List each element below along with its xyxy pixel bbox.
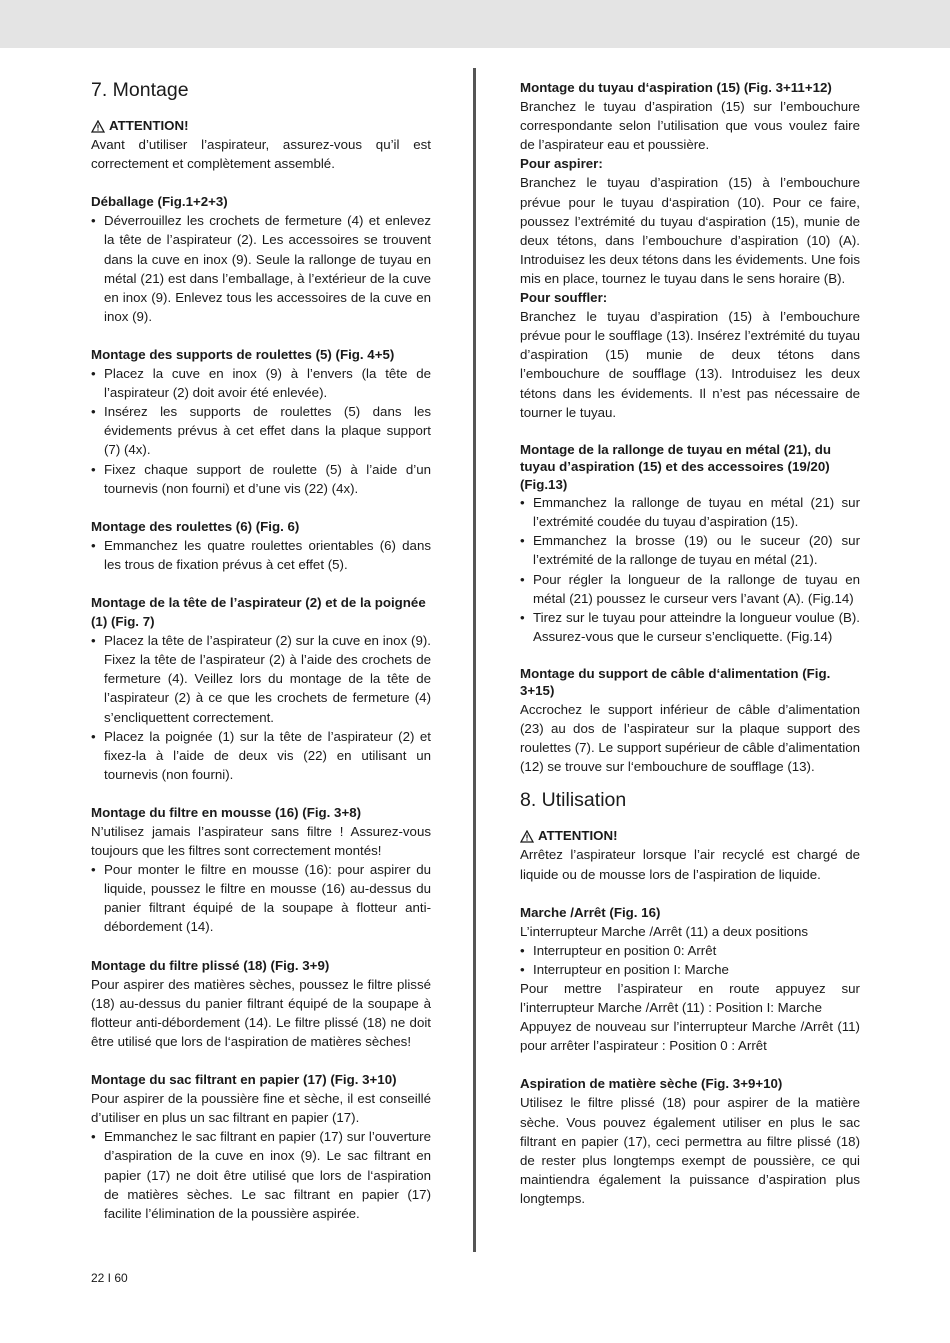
- section-title-montage: 7. Montage: [91, 79, 189, 101]
- list-item: • Insérez les supports de roulettes (5) dans les évidements prévus à cet effet dans la plaque support (7) (4x).: [91, 402, 431, 459]
- tuyau-text: Branchez le tuyau d’aspiration (15) sur l’embouchure correspondante selon l’utilisation que vous voulez faire de l’aspirateur eau et poussière.: [520, 99, 860, 153]
- tete-list: [91, 631, 431, 784]
- aspirer-label: Pour aspirer:: [520, 156, 603, 172]
- aspirer-text: Branchez le tuyau d’aspiration (15) à l’embouchure prévue pour le tuyau d‘aspiration (10). Pour ce faire, poussez l’extrémité du tuyau d‘aspiration (15), munie de deux tétons, dans l’embouchure d’aspiration (10) (A). Introduisez les deux tétons dans les évidements. Une fois mis en place, tournez le tuyau dans le sens horaire (B).: [520, 175, 860, 286]
- sac-filtrant-title: Montage du sac filtrant en papier (17) (Fig. 3+10): [91, 1072, 397, 1088]
- marche-text-1: Pour mettre l’aspirateur en route appuyez sur l’interrupteur Marche /Arrêt (11) : Position I: Marche: [520, 980, 860, 1016]
- marche-list: [520, 941, 860, 979]
- attention-text-2: Arrêtez l’aspirateur lorsque l’air recyclé est chargé de liquide ou de mousse lors de l’aspiration de liquide.: [520, 847, 860, 882]
- page-number: 22 I 60: [91, 1271, 128, 1285]
- cable-text: Accrochez le support inférieur de câble d’alimentation (23) au dos de l’aspirateur sur la plaque support des roulettes (7). Le support supérieur de câble d’alimentation (12) se trouve sur l‘embouchure de soufflage (13).: [520, 701, 861, 775]
- list-item: • Pour régler la longueur de la rallonge de tuyau en métal (21) poussez le curseur vers l’avant (A). (Fig.14): [520, 570, 860, 608]
- seche-text: Utilisez le filtre plissé (18) pour aspirer de la matière sèche. Vous pouvez également utiliser en plus le sac filtrant en papier (17), ceci permettra au filtre plissé (18) de rester plus longtemps exempt de poussière, ce qui maintiendra également la puissance d’aspiration plus longtemps.: [520, 1095, 860, 1206]
- deballage-title: Déballage (Fig.1+2+3): [91, 194, 228, 210]
- roulettes-list: [91, 536, 431, 574]
- filtre-mousse-list: [91, 860, 431, 936]
- filtre-mousse-text: N’utilisez jamais l’aspirateur sans filtre ! Assurez-vous toujours que les filtres sont correctement montés!: [91, 824, 431, 859]
- marche-text-2: Appuyez de nouveau sur l’interrupteur Marche /Arrêt (11) pour arrêter l’aspirateur : Position 0 : Arrêt: [520, 1019, 860, 1054]
- souffler-label: Pour souffler:: [520, 290, 608, 306]
- filtre-plisse-text: Pour aspirer des matières sèches, poussez le filtre plissé (18) au-dessus du panier filtrant équipé de la soupape à flotteur anti-débordement (14). Le filtre plissé (18) ne doit être utilisé que lors de l‘aspiration de matières sèches!: [91, 976, 431, 1049]
- deballage-list: [91, 211, 431, 326]
- header-band: [0, 0, 950, 48]
- left-column: [91, 78, 431, 1223]
- souffler-text: Branchez le tuyau d’aspiration (15) à l’embouchure prévue pour le soufflage (13). Insérez l’extrémité du tuyau d’aspiration (15) munie de deux tétons dans l’embouchure de soufflage (13). Introduisez les deux tétons dans les évidements. Il n’est pas nécessaire de tourner le tuyau.: [520, 309, 860, 420]
- list-item: • Placez la tête de l’aspirateur (2) sur la cuve en inox (9). Fixez la tête de l’aspirateur (2) à l’aide des crochets de fermeture (4). Veillez lors du montage de la tête de l’aspirateur (2) à ce que les crochets de fermeture (4) s’encliquettent correctement.: [91, 631, 431, 726]
- attention-heading-2: [520, 826, 860, 845]
- attention-text: Avant d’utiliser l’aspirateur, assurez-vous qu’il est correctement et complètement assemblé.: [91, 137, 431, 172]
- sac-filtrant-list: [91, 1127, 431, 1222]
- list-item: • Fixez chaque support de roulette (5) à l’aide d’un tournevis (non fourni) et d’une vis (22) (4x).: [91, 460, 431, 498]
- roulettes-title: Montage des roulettes (6) (Fig. 6): [91, 518, 300, 534]
- list-item: • Emmanchez la rallonge de tuyau en métal (21) sur l’extrémité coudée du tuyau d’aspiration (15).: [520, 493, 860, 531]
- supports-roulettes-title: Montage des supports de roulettes (5) (Fig. 4+5): [91, 346, 395, 362]
- marche-intro: L’interrupteur Marche /Arrêt (11) a deux positions: [520, 923, 808, 939]
- attention-label: ATTENTION!: [109, 118, 189, 133]
- section-title-utilisation: 8. Utilisation: [520, 789, 627, 812]
- filtre-mousse-title: Montage du filtre en mousse (16) (Fig. 3+8): [91, 804, 362, 820]
- sac-filtrant-text: Pour aspirer de la poussière fine et sèche, il est conseillé d’utiliser en plus un sac filtrant en papier (17).: [91, 1091, 431, 1126]
- column-divider: [473, 68, 476, 1252]
- list-item: • Emmanchez le sac filtrant en papier (17) sur l’ouverture d’aspiration de la cuve en inox (9). Le sac filtrant en papier (17) ne doit être utilisé que lors de l‘aspiration de matières sèches. Le sac filtrant en papier (17) facilite l’élimination de la poussière aspirée.: [91, 1127, 431, 1222]
- cable-title: Montage du support de câble d‘alimentation (Fig. 3+15): [520, 665, 831, 699]
- right-column: [520, 78, 860, 1208]
- list-item: • Placez la poignée (1) sur la tête de l’aspirateur (2) et fixez-la à l’aide de deux vis (22) en utilisant un tournevis (non fourni).: [91, 727, 431, 784]
- rallonge-list: [520, 493, 860, 646]
- attention-heading: [91, 116, 431, 135]
- list-item: • Tirez sur le tuyau pour atteindre la longueur voulue (B). Assurez-vous que le curseur s’encliquette. (Fig.14): [520, 608, 860, 646]
- list-item: • Emmanchez la brosse (19) ou le suceur (20) sur l’extrémité de la rallonge de tuyau en métal (21).: [520, 531, 860, 569]
- list-item: • Interrupteur en position I: Marche: [520, 960, 860, 979]
- marche-title: Marche /Arrêt (Fig. 16): [520, 904, 661, 920]
- attention-label-2: ATTENTION!: [538, 828, 618, 844]
- list-item: • Déverrouillez les crochets de fermeture (4) et enlevez la tête de l’aspirateur (2). Les accessoires se trouvent dans la cuve en inox (9). Seule la rallonge de tuyau en métal (21) est dans l’emballage, à l’extérieur de la cuve en inox (9). Enlevez tous les accessoires de la cuve en inox (9).: [91, 211, 431, 326]
- rallonge-title: Montage de la rallonge de tuyau en métal (21), du tuyau d’aspiration (15) et des accessoires (19/20) (Fig.13): [520, 441, 832, 492]
- list-item: • Pour monter le filtre en mousse (16): pour aspirer du liquide, poussez le filtre en mousse (16) au-dessus du panier filtrant équipé de la soupape à flotteur anti-débordement (14).: [91, 860, 431, 936]
- tuyau-title: Montage du tuyau d‘aspiration (15) (Fig. 3+11+12): [520, 80, 832, 95]
- list-item: • Placez la cuve en inox (9) à l’envers (la tête de l’aspirateur (2) doit avoir été enlevée).: [91, 364, 431, 402]
- filtre-plisse-title: Montage du filtre plissé (18) (Fig. 3+9): [91, 957, 330, 973]
- supports-roulettes-list: [91, 364, 431, 498]
- seche-title: Aspiration de matière sèche (Fig. 3+9+10): [520, 1076, 783, 1092]
- list-item: • Interrupteur en position 0: Arrêt: [520, 941, 860, 960]
- warning-icon: [520, 829, 534, 842]
- list-item: • Emmanchez les quatre roulettes orientables (6) dans les trous de fixation prévus à cet effet (5).: [91, 536, 431, 574]
- tete-title: Montage de la tête de l’aspirateur (2) et de la poignée (1) (Fig. 7): [91, 594, 426, 630]
- warning-icon: [91, 119, 105, 132]
